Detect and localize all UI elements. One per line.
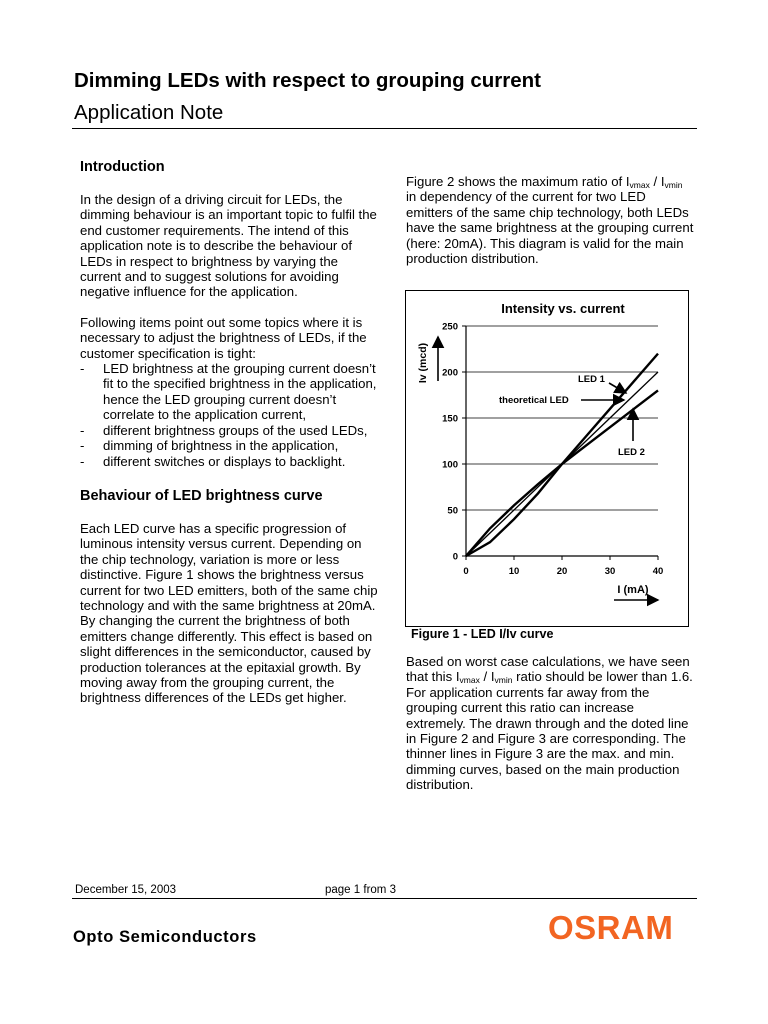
document-title: Dimming LEDs with respect to grouping current [74,69,541,92]
text-run: Based on worst case calculations, we have seen that this [406,654,690,685]
annotation-arrow [609,383,626,393]
y-tick-label: 250 [442,321,458,333]
behaviour-paragraph: Each LED curve has a specific progression of luminous intensity versus current. Depending on the chip technology, variation is more or less distinctive. Figure 1 shows the brightness versus current for two LED emitters, both of the same chip technology and with the same brightness at 20mA. By changing the current the brightness of both emitters change differently. This effect is based on slight differences in the semiconductor, caused by production tolerances at the epitaxial growth. By moving away from the grouping current, the brightness differences of the LEDs get higher. [80,520,378,706]
x-tick-label: 30 [604,566,616,577]
x-tick-label: 0 [463,566,469,577]
text-run: Figure 2 shows the maximum ratio of [406,174,626,189]
behaviour-heading: Behaviour of LED brightness curve [80,487,323,504]
list-item: - dimming of brightness in the application, [80,438,380,453]
text-run: / [479,669,491,685]
division-name: Opto Semiconductors [73,928,257,946]
series-line-led-2 [466,390,658,556]
list-item: - different brightness groups of the used LEDs, [80,423,380,438]
chart-title: Intensity vs. current [501,301,625,316]
intro-paragraph-1: In the design of a driving circuit for LEDs, the dimming behaviour is an important topic to fulfil the end customer requirements. The intend of this application note is to describe the behaviour of LEDs in respect to brightness by varying the current and to suggest solutions for avoiding negative influence for the application. [80,192,377,300]
subscript-vmin: vmin [664,180,683,190]
text-run: I [625,174,630,189]
intro-paragraph-2: Following items point out some topics where it is necessary to adjust the brightness of LEDs, if the customer specification is tight: [80,314,367,361]
annotation-label: theoretical LED [499,395,569,406]
footer-date: December 15, 2003 [75,884,177,896]
text-run: I [455,669,460,685]
text-run: I [660,174,665,189]
intro-heading: Introduction [80,159,165,175]
x-tick-label: 40 [652,566,664,577]
list-item: - LED brightness at the grouping current doesn’t fit to the specified brightness in the application, hence the LED grouping current doesn’t correlate to the application current, [80,361,380,423]
footer-page-number: page 1 from 3 [325,884,396,896]
topic-list [80,361,380,469]
worst-case-paragraph [406,654,696,793]
y-tick-label: 0 [452,551,458,563]
subscript-vmax: vmax [629,180,650,190]
text-run: in dependency of the current for two LED emitters of the same chip technology, both LEDs have the same brightness at the grouping current (here: 20mA). This diagram is valid for the main production distribution. [406,189,694,267]
intensity-current-chart [406,291,690,628]
list-item: - different switches or displays to backlight. [80,454,380,469]
right-column-top [406,174,696,266]
y-axis-label: Iv (mcd) [417,342,429,384]
text-run: I [490,669,495,685]
x-tick-label: 10 [508,566,520,577]
figure-1-frame [405,290,689,627]
document-subtitle: Application Note [74,101,224,124]
y-tick-label: 150 [442,413,458,425]
y-tick-label: 50 [447,505,458,517]
annotation-label: LED 2 [618,447,645,458]
right-column-bottom [406,654,696,793]
text-run: / [649,174,661,189]
x-axis-label: I (mA) [617,584,649,596]
title-divider [72,128,697,129]
footer-divider [72,898,697,899]
subscript-vmin: vmin [494,675,513,686]
subscript-vmax: vmax [459,675,480,686]
figure-caption: Figure 1 - LED I/Iv curve [411,627,554,641]
osram-logo: OSRAM [548,909,674,946]
y-tick-label: 100 [442,459,458,471]
figure2-paragraph [406,174,696,266]
left-column [80,158,380,706]
annotation-label: LED 1 [578,374,605,385]
x-tick-label: 20 [556,566,568,577]
y-tick-label: 200 [442,367,458,379]
text-run: ratio should be lower than 1.6. For application currents far away from the grouping current this ratio can increase extremely. The drawn through and the doted line in Figure 2 and Figure 3 are corresponding. The thinner lines in Figure 3 are the max. and min. dimming curves, based on the main production distribution. [406,669,693,793]
